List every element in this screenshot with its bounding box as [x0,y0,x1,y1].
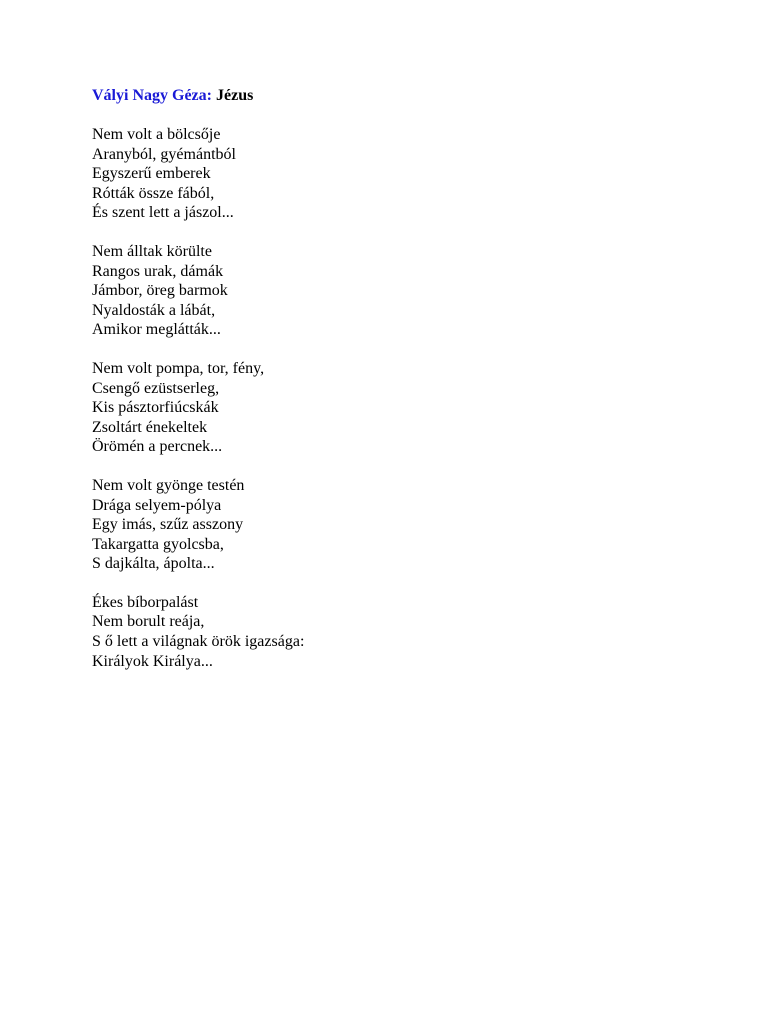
verse-line: Nem álltak körülte [92,242,212,260]
stanza-1 [92,125,692,223]
stanza-5 [92,593,692,671]
verse-line: S dajkálta, ápolta... [92,555,215,573]
verse-line: Ékes bíborpalást [92,593,199,611]
verse-line: Jámbor, öreg barmok [92,282,228,300]
verse-line: Egyszerű emberek [92,165,211,183]
verse-line: Királyok Királya... [92,652,213,670]
verse-line: Amikor meglátták... [92,321,221,339]
verse-line: És szent lett a jászol... [92,204,234,222]
verse-line: Nyaldosták a lábát, [92,301,216,319]
document-page [92,86,692,690]
verse-line: Rótták össze fából, [92,184,215,202]
verse-line: Örömén a percnek... [92,438,223,456]
verse-line: Nem volt a bölcsője [92,126,221,143]
verse-line: Nem volt pompa, tor, fény, [92,359,265,377]
verse-line: Takargatta gyolcsba, [92,535,224,553]
verse-line: Egy imás, szűz asszony [92,516,244,534]
stanza-4 [92,476,692,574]
verse-line: Drága selyem-pólya [92,496,222,514]
poem-title: Jézus [215,87,254,104]
verse-line: Rangos urak, dámák [92,262,224,280]
poem-heading [92,86,692,106]
verse-line: Aranyból, gyémántból [92,145,236,163]
author-name: Vályi Nagy Géza: [92,87,212,104]
verse-line: Kis pásztorfiúcskák [92,399,219,417]
verse-line: S ő lett a világnak örök igazsága: [92,633,305,651]
verse-line: Zsoltárt énekeltek [92,418,208,436]
verse-line: Nem borult reája, [92,613,205,631]
verse-line: Nem volt gyönge testén [92,476,245,494]
stanza-2 [92,242,692,340]
verse-line: Csengő ezüstserleg, [92,379,220,397]
stanza-3 [92,359,692,457]
